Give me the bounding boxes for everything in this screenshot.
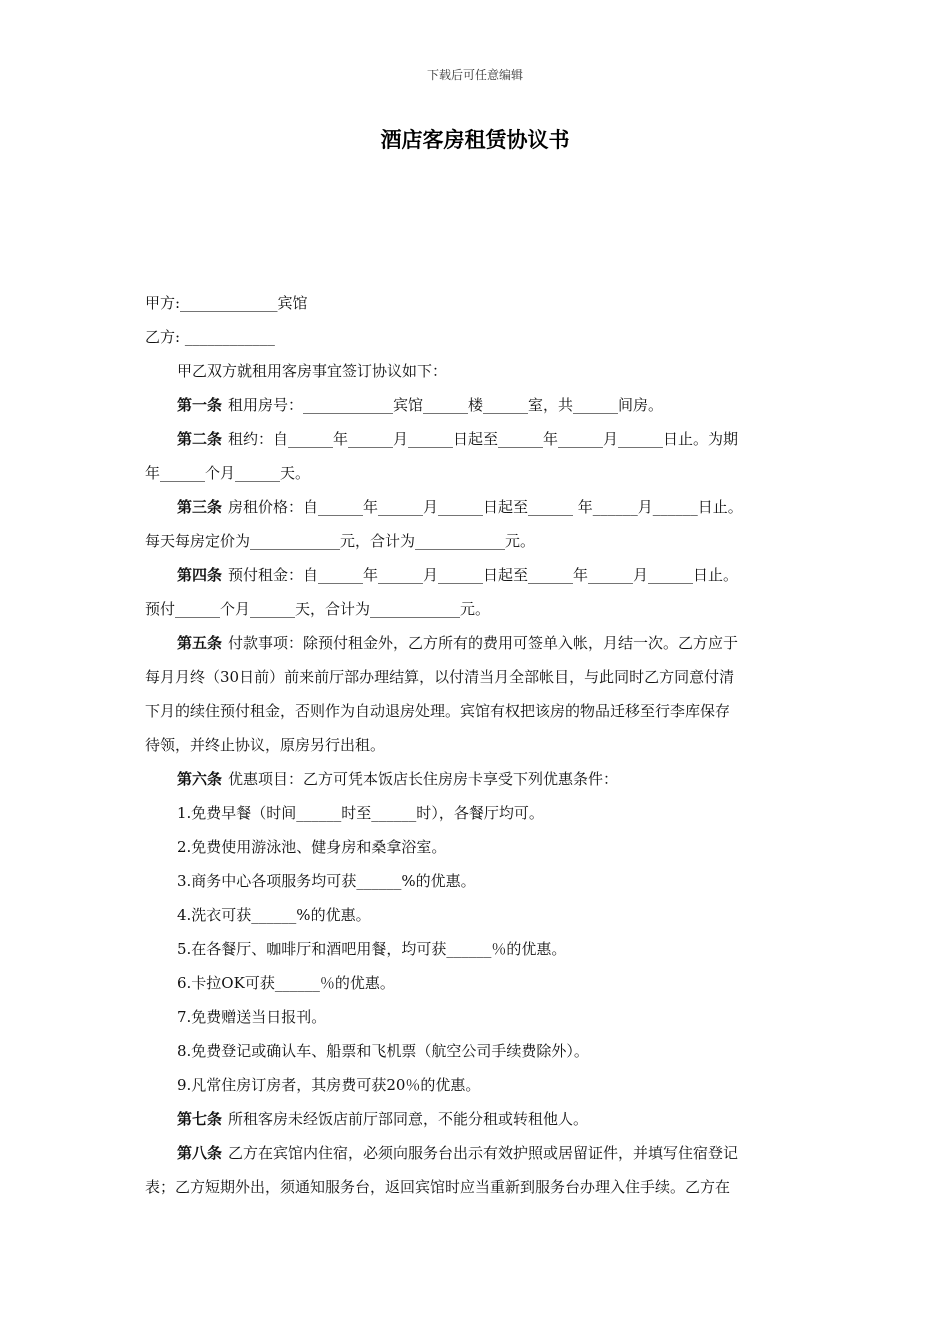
article-label: 第六条 <box>177 770 223 788</box>
article-label: 第八条 <box>177 1144 223 1162</box>
article-label: 第三条 <box>177 498 223 516</box>
benefit-item: 3.商务中心各项服务均可获______%的优惠。 <box>177 872 476 890</box>
document-title: 酒店客房租赁协议书 <box>380 128 570 152</box>
article-4 <box>145 558 810 592</box>
benefit-item: 2.免费使用游泳池、健身房和桑拿浴室。 <box>177 838 447 856</box>
article-5-continuation: 每月月终（30日前）前来前厅部办理结算，以付清当月全部帐目，与此同时乙方同意付清 <box>145 668 735 686</box>
benefit-item: 1.免费早餐（时间______时至______时），各餐厅均可。 <box>177 804 544 822</box>
article-text: 租用房号：____________宾馆______楼______室，共______间房。 <box>228 396 664 414</box>
article-label: 第五条 <box>177 634 223 652</box>
benefit-item: 4.洗衣可获______%的优惠。 <box>177 906 371 924</box>
article-text: 预付租金：自______年______月______日起至______年______月______日止。 <box>228 566 739 584</box>
article-text: 租约：自______年______月______日起至______年______月______日止。为期 <box>228 430 739 448</box>
party-a-line: 甲方:_____________宾馆 <box>145 294 308 312</box>
article-text: 所租客房未经饭店前厅部同意，不能分租或转租他人。 <box>228 1110 589 1128</box>
article-text: 房租价格：自______年______月______日起至______ 年______月______日止。 <box>228 498 743 516</box>
article-5 <box>145 626 810 660</box>
article-5-continuation: 待领，并终止协议，原房另行出租。 <box>145 736 386 754</box>
article-label: 第二条 <box>177 430 223 448</box>
article-6 <box>145 762 810 796</box>
article-label: 第一条 <box>177 396 223 414</box>
article-label: 第四条 <box>177 566 223 584</box>
article-8-continuation: 表；乙方短期外出，须通知服务台，返回宾馆时应当重新到服务台办理入住手续。乙方在 <box>145 1178 731 1196</box>
benefit-item: 6.卡拉OK可获______％的优惠。 <box>177 974 395 992</box>
article-label: 第七条 <box>177 1110 223 1128</box>
article-8 <box>145 1136 810 1170</box>
benefit-item: 8.免费登记或确认车、船票和飞机票（航空公司手续费除外）。 <box>177 1042 589 1060</box>
article-1 <box>145 388 810 422</box>
article-text: 乙方在宾馆内住宿，必须向服务台出示有效护照或居留证件，并填写住宿登记 <box>228 1144 739 1162</box>
party-b-line: 乙方: ____________ <box>145 328 275 346</box>
article-text: 付款事项：除预付租金外，乙方所有的费用可签单入帐，月结一次。乙方应于 <box>228 634 739 652</box>
article-2-continuation: 年______个月______天。 <box>145 464 311 482</box>
document-body <box>145 286 810 1204</box>
benefit-item: 5.在各餐厅、咖啡厅和酒吧用餐，均可获______％的优惠。 <box>177 940 567 958</box>
benefit-item: 7.免费赠送当日报刊。 <box>177 1008 327 1026</box>
article-text: 优惠项目：乙方可凭本饭店长住房房卡享受下列优惠条件： <box>228 770 619 788</box>
benefit-item: 9.凡常住房订房者，其房费可获20％的优惠。 <box>177 1076 481 1094</box>
article-7 <box>145 1102 810 1136</box>
article-4-continuation: 预付______个月______天，合计为____________元。 <box>145 600 491 618</box>
header-note: 下载后可任意编辑 <box>426 68 523 82</box>
article-2 <box>145 422 810 456</box>
intro-line: 甲乙双方就租用客房事宜签订协议如下： <box>177 362 448 380</box>
article-3-continuation: 每天每房定价为____________元，合计为____________元。 <box>145 532 536 550</box>
article-3 <box>145 490 810 524</box>
article-5-continuation: 下月的续住预付租金，否则作为自动退房处理。宾馆有权把该房的物品迁移至行李库保存 <box>145 702 731 720</box>
